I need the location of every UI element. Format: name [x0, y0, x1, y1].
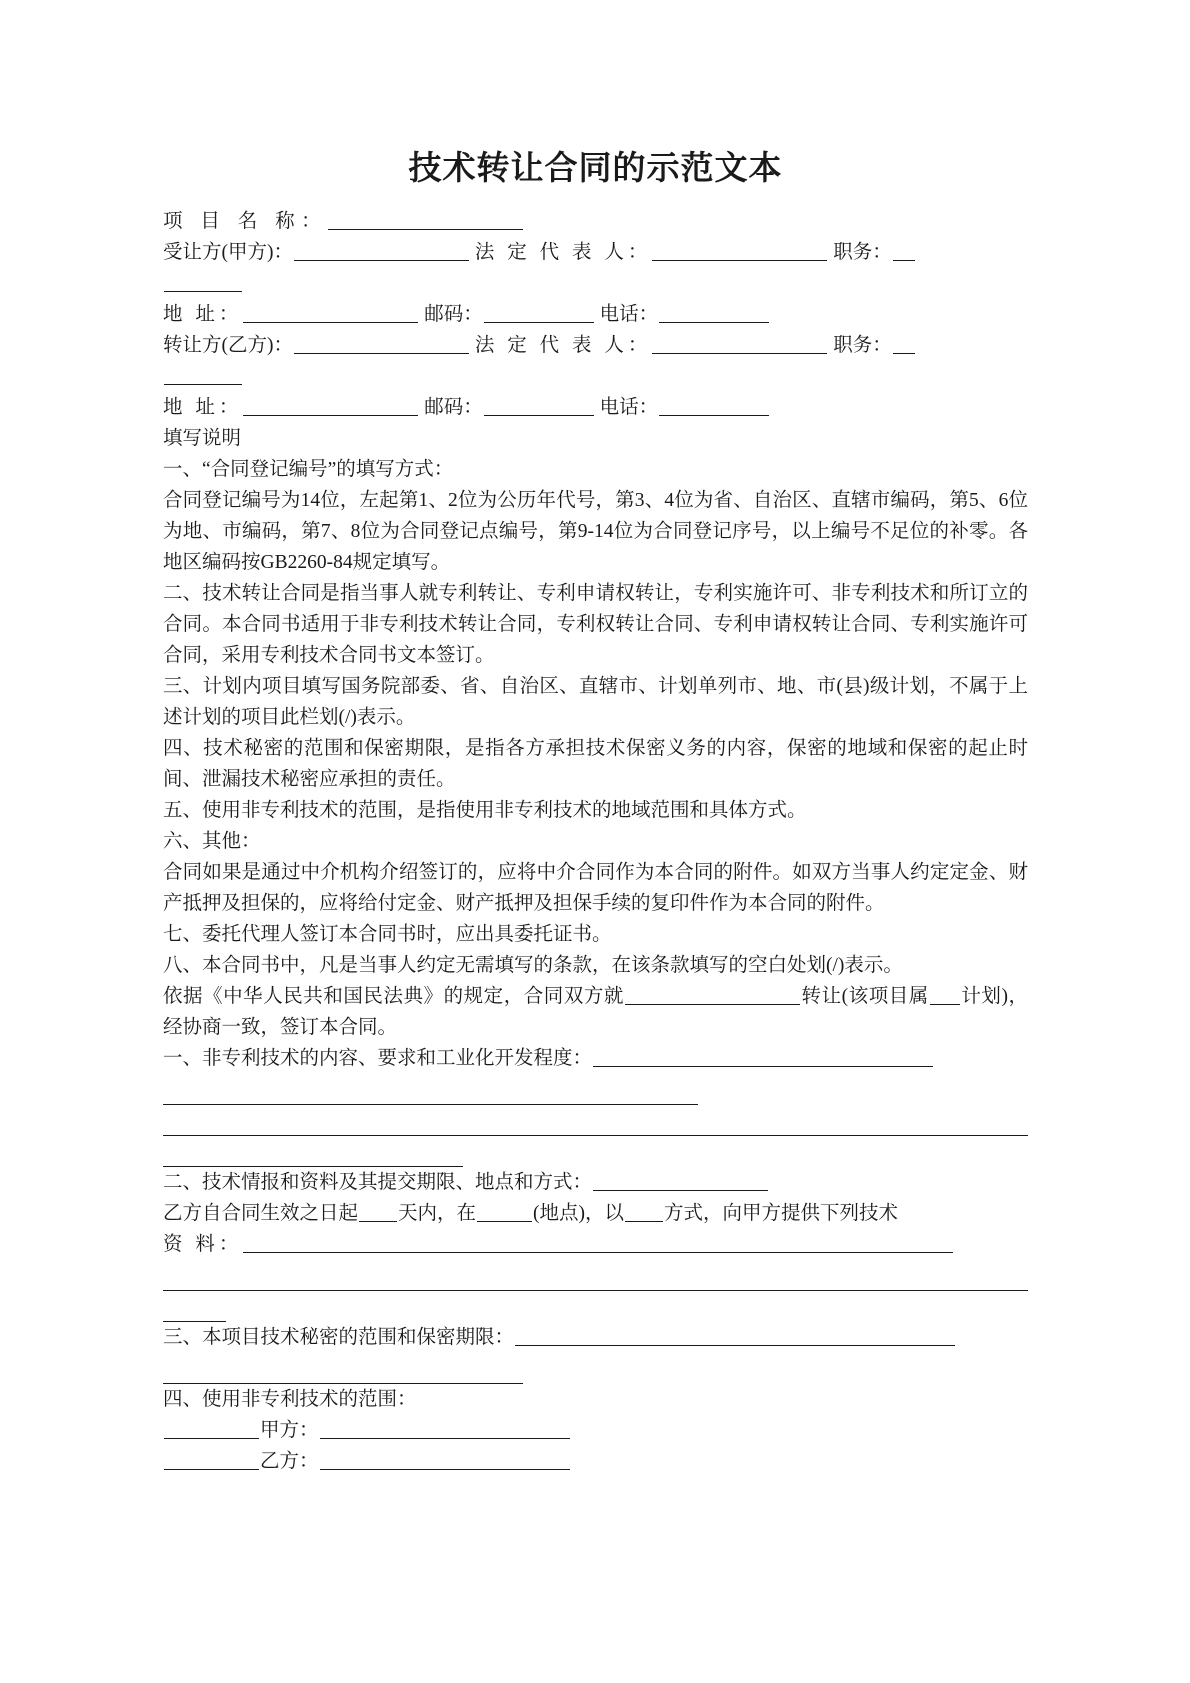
- legal-rep-input-a[interactable]: [652, 242, 827, 261]
- legal-rep-input-b[interactable]: [652, 335, 827, 354]
- party-a-label: 甲方：: [260, 1419, 319, 1441]
- clause-3-label: 三、本项目技术秘密的范围和保密期限：: [163, 1326, 515, 1348]
- instruction-6-heading: 六、其他：: [163, 830, 261, 852]
- preamble-part2: 转让(该项目属: [800, 985, 929, 1007]
- clause-2-method-input[interactable]: [625, 1203, 663, 1222]
- position-label-b: 职务：: [833, 334, 892, 356]
- clause-2-materials-input-line2[interactable]: [163, 1290, 1028, 1291]
- instruction-3-body: 三、计划内项目填写国务院部委、省、自治区、直辖市、计划单列市、地、市(县)级计划，不属于上述计划的项目此栏划(/)表示。: [163, 675, 1028, 728]
- clause-1-input-line2[interactable]: [163, 1104, 698, 1105]
- legal-rep-label-a: 法 定 代 表 人：: [474, 241, 652, 263]
- party-b-prefix-blank[interactable]: [164, 1451, 259, 1470]
- transferee-input[interactable]: [294, 242, 469, 261]
- preamble-part3: 计划)，经协商一致，签订本合同。: [163, 985, 1028, 1038]
- project-name-input[interactable]: [328, 211, 523, 230]
- clause-2-place-input[interactable]: [477, 1203, 532, 1222]
- address-label-a: 地 址：: [163, 303, 243, 325]
- clause-3-input-line2-row: [163, 1353, 1028, 1384]
- instruction-1-heading: 一、“合同登记编号”的填写方式：: [163, 458, 454, 480]
- clause-2-detail-part3: (地点)，以: [533, 1202, 625, 1224]
- field-transferee: [163, 237, 1028, 268]
- postcode-input-b[interactable]: [484, 397, 594, 416]
- party-b-label: 乙方：: [260, 1450, 319, 1472]
- clause-3-input-line1[interactable]: [515, 1327, 955, 1346]
- clause-2-materials: [163, 1229, 1028, 1260]
- clause-1-input-line4-row: [163, 1136, 1028, 1167]
- phone-label-b: 电话：: [599, 396, 659, 418]
- instruction-2-body: 二、技术转让合同是指当事人就专利转让、专利申请权转让，专利实施许可、非专利技术和所订立的合同。本合同书适用于非专利技术转让合同，专利权转让合同、专利申请权转让合同、专利实施许可合同，采用专利技术合同书文本签订。: [163, 582, 1028, 666]
- clause-2-detail-part2: 天内，在: [398, 1202, 477, 1224]
- preamble-plan-input[interactable]: [930, 986, 960, 1005]
- clause-2: [163, 1167, 1028, 1198]
- clause-1-input-line1[interactable]: [593, 1048, 933, 1067]
- clause-2-materials-line2-row: [163, 1260, 1028, 1291]
- preamble: [163, 981, 1028, 1043]
- party-a-line: [163, 1415, 1028, 1446]
- phone-input-b[interactable]: [659, 397, 769, 416]
- clause-1-label: 一、非专利技术的内容、要求和工业化开发程度：: [163, 1047, 593, 1069]
- legal-rep-label-b: 法 定 代 表 人：: [474, 334, 652, 356]
- clause-2-detail-part1: 乙方自合同生效之日起: [163, 1202, 359, 1224]
- party-a-input[interactable]: [320, 1420, 570, 1439]
- position-label-a: 职务：: [833, 241, 892, 263]
- postcode-label-b: 邮码：: [424, 396, 483, 418]
- instruction-1-body: 合同登记编号为14位，左起第1、2位为公历年代号，第3、4位为省、自治区、直辖市编码，第5、6位为地、市编码，第7、8位为合同登记点编号，第9-14位为合同登记序号，以上编号不足位的补零。各地区编码按GB2260-84规定填写。: [163, 489, 1028, 573]
- address-input-a[interactable]: [243, 304, 418, 323]
- clause-4: 四、使用非专利技术的范围：: [163, 1388, 417, 1410]
- party-a-prefix-blank[interactable]: [164, 1420, 259, 1439]
- position-input-b-part1[interactable]: [893, 335, 915, 354]
- clause-2-detail-part4: 方式，向甲方提供下列技术: [664, 1202, 899, 1224]
- instruction-5-body: 五、使用非专利技术的范围，是指使用非专利技术的地域范围和具体方式。: [163, 799, 807, 821]
- party-b-line: [163, 1446, 1028, 1477]
- transferor-input[interactable]: [294, 335, 469, 354]
- address-input-b[interactable]: [243, 397, 418, 416]
- postcode-label-a: 邮码：: [424, 303, 483, 325]
- instruction-4-body: 四、技术秘密的范围和保密期限，是指各方承担技术保密义务的内容，保密的地域和保密的起止时间、泄漏技术秘密应承担的责任。: [163, 737, 1028, 790]
- clause-3: [163, 1322, 1028, 1353]
- page-title: 技术转让合同的示范文本: [408, 151, 783, 187]
- clause-2-detail: [163, 1198, 1028, 1229]
- transferee-label: 受让方(甲方)：: [163, 241, 293, 263]
- preamble-subject-input[interactable]: [625, 986, 800, 1005]
- phone-label-a: 电话：: [599, 303, 659, 325]
- position-input-b-part2[interactable]: [164, 366, 242, 385]
- field-address-b: [163, 392, 1028, 423]
- position-input-a-part1[interactable]: [893, 242, 915, 261]
- clause-2-materials-input-line1[interactable]: [243, 1234, 953, 1253]
- field-transferor-overflow: [163, 361, 1028, 392]
- position-input-a-part2[interactable]: [164, 273, 242, 292]
- clause-1-input-line2-row: [163, 1074, 1028, 1105]
- document-body: [163, 0, 1028, 1477]
- clause-1-input-line3-row: [163, 1105, 1028, 1136]
- clause-1: [163, 1043, 1028, 1074]
- project-name-label: 项 目 名 称：: [163, 210, 328, 232]
- clause-2-days-input[interactable]: [359, 1203, 397, 1222]
- instruction-6-body: 合同如果是通过中介机构介绍签订的，应将中介合同作为本合同的附件。如双方当事人约定定金、财产抵押及担保的，应将给付定金、财产抵押及担保手续的复印件作为本合同的附件。: [163, 861, 1028, 914]
- field-transferee-overflow: [163, 268, 1028, 299]
- clause-1-input-line3[interactable]: [163, 1135, 1028, 1136]
- phone-input-a[interactable]: [659, 304, 769, 323]
- field-transferor: [163, 330, 1028, 361]
- address-label-b: 地 址：: [163, 396, 243, 418]
- field-address-a: [163, 299, 1028, 330]
- preamble-part1: 依据《中华人民共和国民法典》的规定，合同双方就: [163, 985, 624, 1007]
- instruction-7-body: 七、委托代理人签订本合同书时，应出具委托证书。: [163, 923, 612, 945]
- clause-2-input[interactable]: [593, 1172, 768, 1191]
- instructions-heading: 填写说明: [163, 427, 242, 449]
- clause-2-label: 二、技术情报和资料及其提交期限、地点和方式：: [163, 1171, 593, 1193]
- clause-2-materials-label: 资 料：: [163, 1233, 243, 1255]
- transferor-label: 转让方(乙方)：: [163, 334, 293, 356]
- clause-2-materials-line3-row: [163, 1291, 1028, 1322]
- field-project-name: [163, 206, 1028, 237]
- party-b-input[interactable]: [320, 1451, 570, 1470]
- postcode-input-a[interactable]: [484, 304, 594, 323]
- instruction-8-body: 八、本合同书中，凡是当事人约定无需填写的条款，在该条款填写的空白处划(/)表示。: [163, 954, 903, 976]
